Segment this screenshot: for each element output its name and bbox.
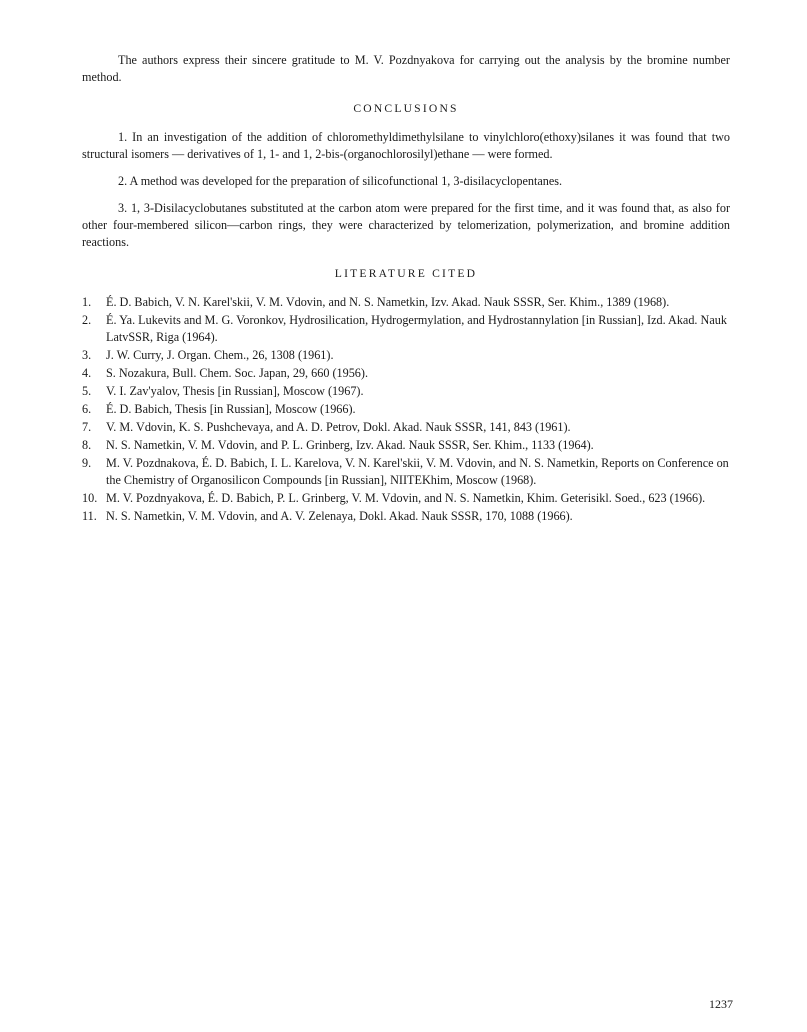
conclusion-item-3: 3. 1, 3-Disilacyclobutanes substituted at the carbon atom were prepared for the first time, and it was found that, as also for other four-membered silicon—carbon rings, they were characterized by telomerization, polymerization, and bromine addition reactions. xyxy=(82,201,730,249)
literature-heading: LITERATURE CITED xyxy=(334,267,478,280)
reference-item xyxy=(82,365,730,382)
reference-item xyxy=(82,508,730,525)
reference-number: 3. xyxy=(82,348,92,362)
reference-number: 11. xyxy=(82,509,97,523)
reference-text: J. W. Curry, J. Organ. Chem., 26, 1308 (1961). xyxy=(106,348,334,362)
reference-text: N. S. Nametkin, V. M. Vdovin, and P. L. Grinberg, Izv. Akad. Nauk SSSR, Ser. Khim., 1133 (1964). xyxy=(106,438,594,452)
reference-number: 5. xyxy=(82,384,92,398)
reference-number: 7. xyxy=(82,420,92,434)
page-body xyxy=(82,52,730,526)
reference-number: 4. xyxy=(82,366,92,380)
reference-number: 10. xyxy=(82,491,98,505)
reference-text: N. S. Nametkin, V. M. Vdovin, and A. V. Zelenaya, Dokl. Akad. Nauk SSSR, 170, 1088 (1966). xyxy=(106,509,573,523)
conclusions-heading: CONCLUSIONS xyxy=(353,102,459,115)
reference-text: É. Ya. Lukevits and M. G. Voronkov, Hydrosilication, Hydrogermylation, and Hydrostannylation [in Russian], Izd. Akad. Nauk LatvSSR, Riga (1964). xyxy=(106,313,727,344)
reference-text: M. V. Pozdnakova, É. D. Babich, I. L. Karelova, V. N. Karel'skii, V. M. Vdovin, and N. S. Nametkin, Reports on Conference on the Chemistry of Organosilicon Compounds [in Russian], NIITEKhim, Moscow (1968). xyxy=(106,456,729,487)
reference-item xyxy=(82,312,730,346)
reference-item xyxy=(82,437,730,454)
page-number: 1237 xyxy=(709,997,733,1011)
conclusion-item-1: 1. In an investigation of the addition of chloromethyldimethylsilane to vinylchloro(ethoxy)silanes it was found that two structural isomers — derivatives of 1, 1- and 1, 2-bis-(organochlorosilyl)ethane — were formed. xyxy=(82,130,730,161)
reference-text: É. D. Babich, V. N. Karel'skii, V. M. Vdovin, and N. S. Nametkin, Izv. Akad. Nauk SSSR, Ser. Khim., 1389 (1968). xyxy=(106,295,670,309)
reference-item xyxy=(82,401,730,418)
reference-number: 8. xyxy=(82,438,92,452)
reference-number: 6. xyxy=(82,402,92,416)
reference-item xyxy=(82,294,730,311)
reference-text: É. D. Babich, Thesis [in Russian], Moscow (1966). xyxy=(106,402,356,416)
conclusion-item-2: 2. A method was developed for the preparation of silicofunctional 1, 3-disilacyclopentanes. xyxy=(118,174,563,188)
reference-text: V. I. Zav'yalov, Thesis [in Russian], Moscow (1967). xyxy=(106,384,364,398)
reference-text: M. V. Pozdnyakova, É. D. Babich, P. L. Grinberg, V. M. Vdovin, and N. S. Nametkin, Khim. Geterisikl. Soed., 623 (1966). xyxy=(106,491,706,505)
reference-item xyxy=(82,383,730,400)
reference-item xyxy=(82,490,730,507)
reference-number: 1. xyxy=(82,295,92,309)
reference-text: V. M. Vdovin, K. S. Pushchevaya, and A. D. Petrov, Dokl. Akad. Nauk SSSR, 141, 843 (1961). xyxy=(106,420,571,434)
reference-item xyxy=(82,455,730,489)
reference-number: 2. xyxy=(82,313,92,327)
reference-item xyxy=(82,347,730,364)
reference-text: S. Nozakura, Bull. Chem. Soc. Japan, 29, 660 (1956). xyxy=(106,366,368,380)
reference-number: 9. xyxy=(82,456,92,470)
acknowledgment-paragraph: The authors express their sincere gratitude to M. V. Pozdnyakova for carrying out the analysis by the bromine number method. xyxy=(82,53,730,84)
reference-list xyxy=(82,294,730,525)
reference-item xyxy=(82,419,730,436)
